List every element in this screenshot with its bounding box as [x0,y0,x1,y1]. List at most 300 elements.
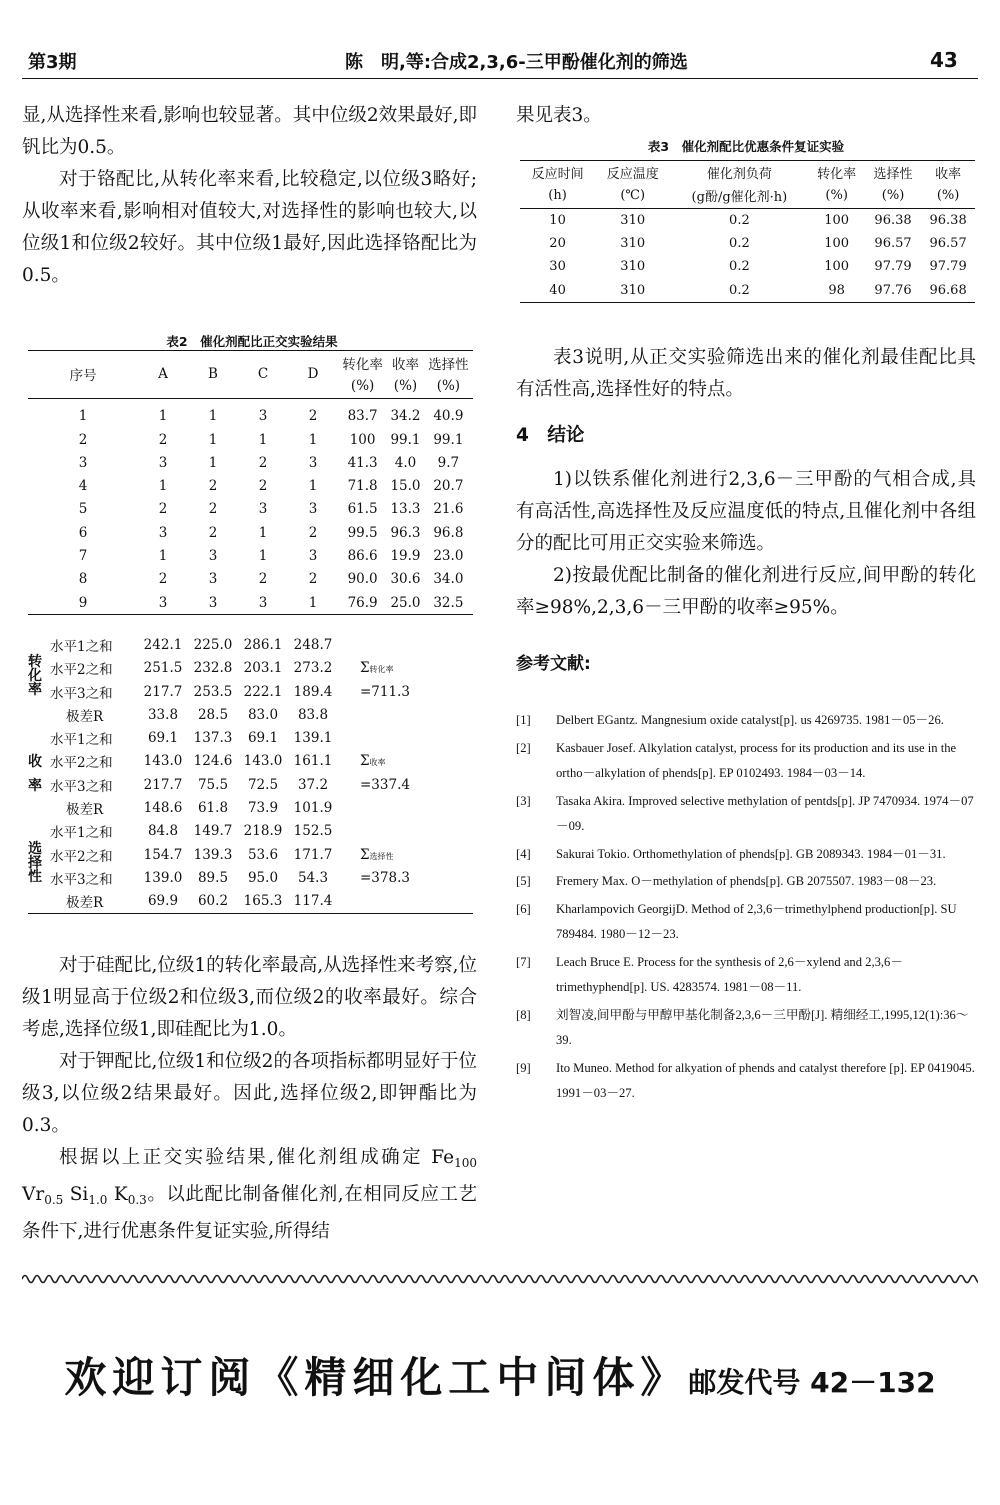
table-cell: 61.5 [347,501,378,518]
sigma-cell [338,750,473,773]
sigma-subscript: 转化率 [369,665,394,675]
summary-value: 165.3 [238,890,288,914]
table-cell: 19.9 [390,548,421,565]
column-header: A [138,351,188,399]
table-header-row [28,351,473,375]
summary-value: 83.0 [247,706,279,723]
group-label: 选 择 性 [28,840,42,885]
references-list [516,708,976,1109]
column-header: 收率 [921,161,975,185]
table-cell: 310 [595,278,670,302]
summary-row [28,773,473,796]
text: 。以此配比制备催化剂,在相同反应工艺条件下,进行优惠条件复证实验,所得结 [22,1184,477,1242]
subscript: 0.3 [127,1193,147,1207]
summary-value: 84.8 [147,823,179,840]
paragraph: 表3说明,从正交实验筛选出来的催化剂最佳配比具有活性高,选择性好的特点。 [516,347,976,400]
sigma-value: =711.3 [360,683,410,700]
summary-value: 148.6 [143,799,183,816]
summary-value: 72.5 [247,776,279,793]
summary-value: 75.5 [197,776,229,793]
table-cell: 100 [824,259,850,275]
table-cell: 90.0 [347,571,378,588]
table-cell: 34.0 [433,571,464,588]
table-row [520,255,975,278]
table-cell: 9.7 [437,454,460,471]
group-label: 收 率 [28,754,42,795]
summary-label: 水平2之和 [50,662,113,679]
table-cell: 71.8 [347,478,378,495]
table-cell: 99.1 [433,431,464,448]
summary-value: 124.6 [193,753,233,770]
table-cell: 2 [258,571,268,588]
table-cell: 1 [158,548,168,565]
paragraph: 果见表3。 [516,105,602,126]
summary-value: 189.4 [293,683,333,700]
table-row [28,498,473,521]
table-cell: 2 [308,571,318,588]
table-cell: 96.3 [390,524,421,541]
table-row [28,521,473,544]
conclusion-1: 1)以铁系催化剂进行2,3,6－三甲酚的气相合成,具有高活性,高选择性及反应温度低的特点,且催化剂中各组分的配比可用正交实验来筛选。 [516,469,976,554]
table2 [28,350,473,914]
column-header: 催化剂负荷 [670,161,808,185]
column-unit: (%) [865,184,921,208]
summary-value: 217.7 [143,776,183,793]
summary-label-cell [28,866,138,889]
column-unit: (%) [424,374,473,398]
table-cell: 97.76 [865,278,921,302]
table-cell: 1 [258,524,268,541]
reference-number: [7] [516,954,531,969]
sigma-cell [338,680,473,703]
paragraph: 对于铬配比,从转化率来看,比较稳定,以位级3略好;从收率来看,影响相对值较大,对选择性的影响也较大,以位级1和位级2较好。其中位级1最好,因此选择铬配比为0.5。 [22,169,477,286]
table-cell: 97.79 [874,259,912,275]
reference-text: Kharlampovich GeorgijD. Method of 2,3,6－trimethylphend production[p]. SU 789484. 1980－12－23. [556,901,957,941]
table-cell: 1 [78,408,88,425]
summary-value: 69.9 [138,890,188,914]
header-rule [22,78,978,79]
table-cell: 96.8 [433,524,464,541]
sigma-cell [338,820,473,843]
summary-label: 水平3之和 [50,685,113,702]
table-cell: 1 [308,431,318,448]
reference-item [516,708,976,734]
column-header: 转化率 [809,161,865,185]
paragraph: 显,从选择性来看,影响也较显著。其中位级2效果最好,即钒比为0.5。 [22,105,477,158]
summary-value: 232.8 [193,660,233,677]
journal-issue: 第3期 [28,52,77,73]
column-unit: (%) [387,374,424,398]
table-cell: 0.2 [729,259,750,275]
sigma-cell [338,633,473,656]
summary-row [28,703,473,726]
table-cell: 2 [158,431,168,448]
references-title: 参考文献: [516,654,591,674]
column-header: 收率 [387,351,424,375]
summary-value: 54.3 [297,869,329,886]
column-header: 转化率 [338,351,387,375]
summary-row [28,657,473,680]
column-header: 选择性 [424,351,473,375]
table-cell: 7 [78,548,88,565]
table-cell: 2 [208,501,218,518]
reference-text: Fremery Max. O－methylation of phends[p]. GB 2075507. 1983－08－23. [556,874,937,888]
summary-value: 161.1 [293,753,333,770]
reference-number: [8] [516,1007,531,1022]
summary-value: 222.1 [243,683,283,700]
summary-value: 248.7 [293,636,333,653]
summary-value: 149.7 [193,823,233,840]
table-cell: 3 [208,548,218,565]
table-row [520,208,975,232]
reference-number: [2] [516,740,531,755]
table-cell: 2 [78,431,88,448]
table-cell: 4 [78,478,88,495]
table-cell: 0.2 [729,212,750,228]
table3-caption: 表3 催化剂配比优惠条件复证实验 [647,139,845,154]
text: Vr [22,1184,45,1205]
table-cell: 0.2 [729,236,750,252]
table-header-row [520,161,975,185]
table-cell: 5 [78,501,88,518]
sigma-subscript: 收率 [369,758,386,768]
reference-text: Sakurai Tokio. Orthomethylation of phends[p]. GB 2089343. 1984－01－31. [556,846,946,861]
sigma-cell [338,796,473,819]
summary-label: 水平1之和 [50,732,113,749]
page-number: 43 [930,48,958,72]
reference-number: [6] [516,901,531,916]
column-unit: (%) [809,184,865,208]
spacer-row [28,615,473,634]
table-cell: 3 [78,454,88,471]
table-cell: 96.38 [929,212,967,228]
table-cell: 2 [208,478,218,495]
sigma-symbol: Σ [360,753,370,770]
table-cell: 100 [824,236,850,252]
summary-label-cell [28,843,138,866]
table-cell: 3 [188,591,238,615]
table-cell: 2 [258,478,268,495]
group-label: 转 化 率 [28,654,42,699]
text: K [113,1184,128,1205]
summary-value: 73.9 [247,799,279,816]
column-header: 反应时间 [520,161,595,185]
table-cell: 1 [288,591,338,615]
summary-label: 极差R [66,708,104,725]
table-cell: 21.6 [433,501,464,518]
table-row [28,568,473,591]
table-cell: 1 [158,408,168,425]
subscription-banner [0,1345,1000,1405]
column-header: 序号 [28,351,138,399]
table-cell: 98 [809,278,865,302]
reference-item [516,789,976,840]
table-cell: 0.2 [670,278,808,302]
sigma-symbol: Σ [360,846,370,863]
table-cell: 3 [308,548,318,565]
paragraph: 对于钾配比,位级1和位级2的各项指标都明显好于位级3,以位级2结果最好。因此,选择位级2,即钾酯比为0.3。 [22,1051,477,1136]
column-unit: (℃) [595,184,670,208]
reference-text: Leach Bruce E. Process for the synthesis of 2,6－xylend and 2,3,6－trimethyphend[p]. US. 4283574. 1981－08－11. [556,954,903,994]
left-column-bottom [22,950,477,1248]
table-cell: 96.38 [874,212,912,228]
sigma-cell [338,703,473,726]
reference-item [516,897,976,948]
table-cell: 96.57 [874,236,912,252]
sigma-cell [338,866,473,889]
table-cell: 3 [308,454,318,471]
table-cell: 32.5 [424,591,473,615]
summary-label-cell [28,773,138,796]
summary-label-cell [28,750,138,773]
table-cell: 8 [78,571,88,588]
table-cell: 100 [349,431,376,448]
table-cell: 20 [549,236,566,252]
summary-value: 28.5 [197,706,229,723]
table-cell: 2 [208,524,218,541]
summary-value: 61.8 [197,799,229,816]
table-cell: 3 [238,591,288,615]
reference-number: [4] [516,846,531,861]
table-cell: 310 [620,259,646,275]
summary-row [28,633,473,656]
summary-row [28,750,473,773]
table-cell: 99.5 [347,524,378,541]
summary-value: 139.3 [193,846,233,863]
table-cell: 34.2 [390,408,421,425]
spacer [28,615,473,634]
summary-value: 286.1 [243,636,283,653]
right-column-text [516,342,976,680]
table-row [28,544,473,567]
running-title: 陈 明,等:合成2,3,6-三甲酚催化剂的筛选 [345,52,688,73]
left-column-top [22,100,477,292]
table-cell: 9 [28,591,138,615]
table3 [520,160,975,303]
table-cell: 1 [208,408,218,425]
summary-value: 251.5 [143,660,183,677]
summary-value: 171.7 [293,846,333,863]
table-cell: 99.1 [390,431,421,448]
table-cell: 310 [620,212,646,228]
table-cell: 30.6 [390,571,421,588]
table-row [520,232,975,255]
table-row [520,278,975,302]
text: Si [69,1184,89,1205]
table-cell: 3 [158,454,168,471]
sigma-value: =378.3 [360,869,410,886]
summary-value: 217.7 [143,683,183,700]
summary-row [28,843,473,866]
summary-label: 水平3之和 [50,778,113,795]
reference-text: Ito Muneo. Method for alkyation of phends and catalyst therefore [p]. EP 0419045. 1991－03－27. [556,1060,975,1100]
table-cell: 1 [308,478,318,495]
summary-value: 69.1 [247,730,279,747]
summary-value: 253.5 [193,683,233,700]
summary-label: 水平1之和 [50,638,113,655]
sigma-cell [338,773,473,796]
reference-number: [5] [516,874,531,888]
table-row [28,398,473,428]
table-cell: 83.7 [347,408,378,425]
sigma-cell [338,890,473,914]
table-cell: 1 [158,478,168,495]
sigma-cell [338,843,473,866]
table-cell: 96.68 [921,278,975,302]
table-cell: 13.3 [390,501,421,518]
summary-value: 53.6 [247,846,279,863]
summary-row [28,796,473,819]
reference-text: Tasaka Akira. Improved selective methylation of pentds[p]. JP 7470934. 1974－07－09. [556,793,974,833]
text: 根据以上正交实验结果,催化剂组成确定 Fe [59,1147,455,1168]
summary-row [28,726,473,749]
summary-value: 139.1 [293,730,333,747]
summary-value: 95.0 [247,869,279,886]
column-header: 选择性 [865,161,921,185]
table-cell: 1 [258,431,268,448]
table-cell: 100 [824,212,850,228]
summary-value: 60.2 [188,890,238,914]
summary-label-cell [28,657,138,680]
reference-item [516,1003,976,1054]
summary-label-cell [28,796,138,819]
table-cell: 2 [158,501,168,518]
summary-row [28,820,473,843]
table-cell: 30 [549,259,566,275]
column-header: 反应温度 [595,161,670,185]
table-cell: 40.9 [433,408,464,425]
sigma-subscript: 选择性 [369,851,394,861]
summary-label: 水平2之和 [50,755,113,772]
table-cell: 2 [158,571,168,588]
reference-item [516,869,976,895]
right-p0 [516,100,976,132]
summary-label: 极差R [66,895,104,912]
reference-item [516,736,976,787]
table-row [28,428,473,451]
paragraph [22,1142,477,1248]
table-row [28,474,473,497]
summary-value: 37.2 [297,776,329,793]
subscript: 0.5 [44,1193,64,1207]
column-unit: (%) [921,184,975,208]
table-cell: 23.0 [433,548,464,565]
summary-value: 225.0 [193,636,233,653]
summary-label-cell [28,890,138,914]
table-row [28,451,473,474]
summary-value: 143.0 [143,753,183,770]
summary-value: 218.9 [243,823,283,840]
table-cell: 3 [208,571,218,588]
summary-value: 152.5 [293,823,333,840]
summary-value: 273.2 [293,660,333,677]
paragraph: 对于硅配比,位级1的转化率最高,从选择性来考察,位级1明显高于位级2和位级3,而位级2的收率最好。综合考虑,选择位级1,即硅配比为1.0。 [22,955,477,1040]
table-cell: 15.0 [390,478,421,495]
table-cell: 25.0 [387,591,424,615]
summary-value: 33.8 [147,706,179,723]
summary-value: 83.8 [297,706,329,723]
reference-number: [3] [516,793,531,808]
column-unit: (g酚/g催化剂·h) [670,184,808,208]
summary-value: 143.0 [243,753,283,770]
summary-label-cell [28,703,138,726]
reference-number: [1] [516,713,531,727]
sigma-symbol: Σ [360,660,370,677]
summary-value: 137.3 [193,730,233,747]
table-cell: 3 [138,591,188,615]
table-cell: 4.0 [394,454,417,471]
summary-value: 242.1 [143,636,183,653]
banner-text: 欢迎订阅《精细化工中间体》 [64,1353,689,1402]
table-cell: 3 [158,524,168,541]
reference-item [516,1056,976,1107]
table-cell: 1 [208,454,218,471]
summary-label: 水平2之和 [50,848,113,865]
reference-text: Kasbauer Josef. Alkylation catalyst, process for its production and its use in the ortho－alkylation of phends[p]. EP 0102493. 1984－03－14. [556,740,957,780]
reference-text: 刘智凌,间甲酚与甲醇甲基化制备2,3,6－三甲酚[J]. 精细经工,1995,12(1):36～39. [556,1007,969,1047]
summary-label: 极差R [66,801,104,818]
summary-label-cell [28,680,138,703]
column-unit: (h) [520,184,595,208]
table-cell: 3 [308,501,318,518]
summary-value: 101.9 [293,799,333,816]
table-cell: 3 [258,501,268,518]
table-cell: 86.6 [347,548,378,565]
subscript: 1.0 [88,1193,108,1207]
table-cell: 96.57 [929,236,967,252]
reference-item [516,950,976,1001]
table-cell: 41.3 [347,454,378,471]
summary-value: 203.1 [243,660,283,677]
summary-value: 154.7 [143,846,183,863]
table-cell: 76.9 [338,591,387,615]
column-unit: (%) [338,374,387,398]
table-cell: 10 [549,212,566,228]
decorative-divider [22,1272,978,1286]
postal-code: 邮发代号 42－132 [688,1366,936,1399]
summary-label: 水平3之和 [50,871,113,888]
column-header: C [238,351,288,399]
summary-row [28,890,473,914]
summary-value: 139.0 [143,869,183,886]
table-cell: 6 [78,524,88,541]
table-cell: 1 [258,548,268,565]
sigma-value: =337.4 [360,776,410,793]
table-cell: 310 [620,236,646,252]
conclusion-2: 2)按最优配比制备的催化剂进行反应,间甲酚的转化率≥98%,2,3,6－三甲酚的收率≥95%。 [516,565,976,618]
table-cell: 2 [308,408,318,425]
summary-row [28,866,473,889]
summary-value: 117.4 [288,890,338,914]
reference-item [516,842,976,868]
table-cell: 40 [520,278,595,302]
summary-label: 水平1之和 [50,825,113,842]
summary-row [28,680,473,703]
table-cell: 3 [258,408,268,425]
reference-text: Delbert EGantz. Mangnesium oxide catalyst[p]. us 4269735. 1981－05－26. [556,713,944,727]
column-header: D [288,351,338,399]
sigma-cell [338,726,473,749]
summary-value: 89.5 [197,869,229,886]
summary-value: 69.1 [147,730,179,747]
reference-number: [9] [516,1060,531,1075]
column-header: B [188,351,238,399]
table-row [28,591,473,615]
table-cell: 2 [258,454,268,471]
subscript: 100 [454,1156,477,1170]
table-cell: 97.79 [929,259,967,275]
table-cell: 2 [308,524,318,541]
